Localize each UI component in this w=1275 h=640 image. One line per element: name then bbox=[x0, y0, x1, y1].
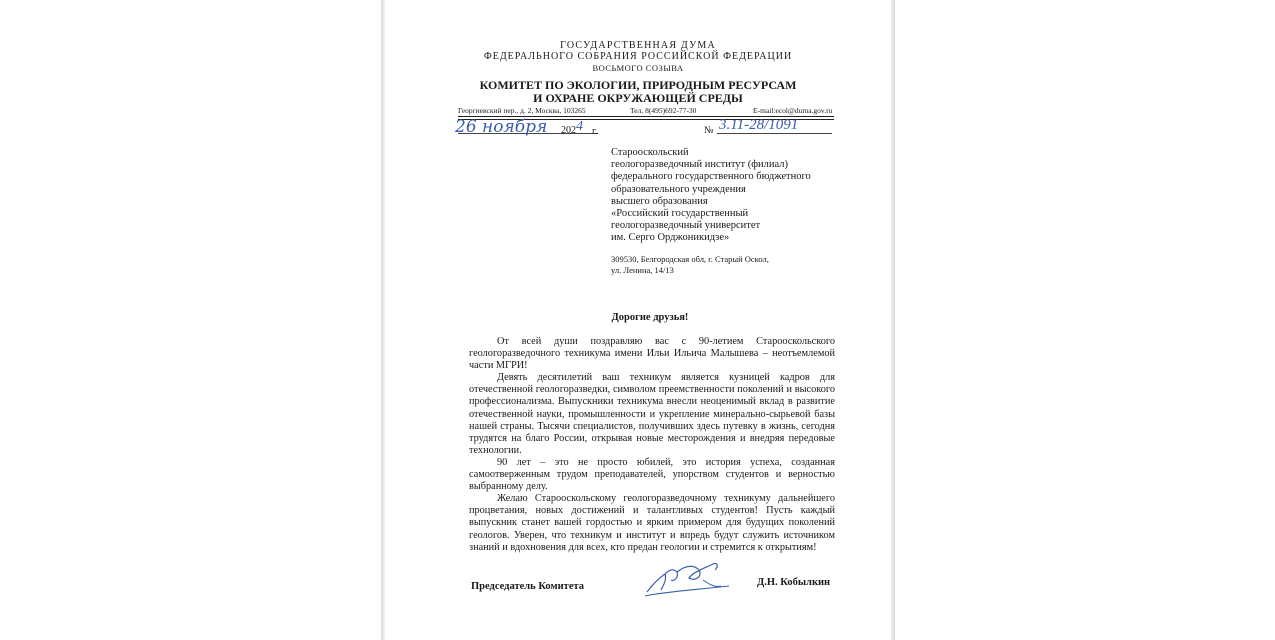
handwritten-signature bbox=[643, 556, 733, 600]
body-paragraph: От всей души поздравляю вас с 90-летием Старооскольского геологоразведочного техникума имени Ильи Ильича Малышева – неотъемлемой части МГРИ! bbox=[469, 336, 835, 372]
header-federal-assembly: ФЕДЕРАЛЬНОГО СОБРАНИЯ РОССИЙСКОЙ ФЕДЕРАЦИИ bbox=[483, 51, 793, 62]
year-suffix: г. bbox=[592, 126, 598, 137]
committee-name-line2: И ОХРАНЕ ОКРУЖАЮЩЕЙ СРЕДЫ bbox=[533, 91, 743, 105]
recipient-block bbox=[611, 147, 851, 245]
header-duma: ГОСУДАРСТВЕННАЯ ДУМА bbox=[560, 40, 716, 51]
greeting: Дорогие друзья! bbox=[611, 312, 689, 323]
recipient-line: им. Серго Орджоникидзе» bbox=[611, 232, 730, 244]
handwritten-number: 3.11-28/1091 bbox=[719, 117, 799, 133]
number-label: № bbox=[704, 125, 714, 136]
signatory-name: Д.Н. Кобылкин bbox=[757, 577, 831, 588]
recipient-line: геологоразведочный университет bbox=[611, 220, 761, 232]
letter-page bbox=[385, 0, 891, 640]
recipient-postal-address bbox=[611, 254, 769, 276]
year-prefix: 202 bbox=[561, 125, 576, 136]
recipient-line: «Российский государственный bbox=[611, 208, 749, 220]
committee-name-line1: КОМИТЕТ ПО ЭКОЛОГИИ, ПРИРОДНЫМ РЕСУРСАМ bbox=[479, 78, 797, 92]
contact-email: E-mail:ecol@duma.gov.ru bbox=[753, 106, 833, 115]
signatory-title: Председатель Комитета bbox=[471, 581, 585, 592]
recipient-line: Старооскольский bbox=[611, 147, 689, 158]
recipient-line: высшего образования bbox=[611, 195, 708, 207]
postal-line: 309530, Белгородская обл, г. Старый Оскол, bbox=[611, 254, 769, 264]
recipient-line: геологоразведочный институт (филиал) bbox=[611, 159, 789, 171]
body-paragraph: Девять десятилетий ваш техникум является кузницей кадров для отечественной геологоразведки, символом преемственности поколений и высокого профессионализма. Выпускники техникума внесли неоценимый вклад в развитие отечественной науки, промышленности и укрепление минерально-сырьевой базы нашей страны. Тысячи специалистов, получивших здесь путевку в жизнь, сегодня трудятся на благо России, открывая новые месторождения и внедряя передовые технологии. bbox=[469, 372, 835, 456]
handwritten-year-digit: 4 bbox=[576, 119, 583, 134]
handwritten-date: 26 ноября bbox=[455, 117, 548, 137]
body-paragraph: 90 лет – это не просто юбилей, это история успеха, созданная самоотверженным трудом преподавателей, упорством студентов и верностью выбранному делу. bbox=[469, 456, 835, 493]
contact-address: Георгиевский пер., д. 2, Москва, 103265 bbox=[458, 106, 586, 115]
postal-line: ул. Ленина, 14/13 bbox=[611, 265, 674, 275]
contact-phone: Тел. 8(495)692-77-30 bbox=[630, 106, 697, 115]
recipient-line: федерального государственного бюджетного bbox=[611, 171, 811, 183]
body-paragraph: Желаю Старооскольскому геологоразведочному техникуму дальнейшего процветания, новых достижений и талантливых студентов! Пусть каждый выпускник станет вашей гордостью и ярким примером для будущих поколений геологов. Уверен, что техникум и институт и впредь будут служить источником знаний и вдохновения для всех, кто предан геологии и стремится к открытиям! bbox=[469, 493, 835, 553]
header-convocation: ВОСЬМОГО СОЗЫВА bbox=[592, 63, 684, 73]
letter-body bbox=[469, 336, 835, 554]
recipient-line: образовательного учреждения bbox=[611, 183, 746, 195]
